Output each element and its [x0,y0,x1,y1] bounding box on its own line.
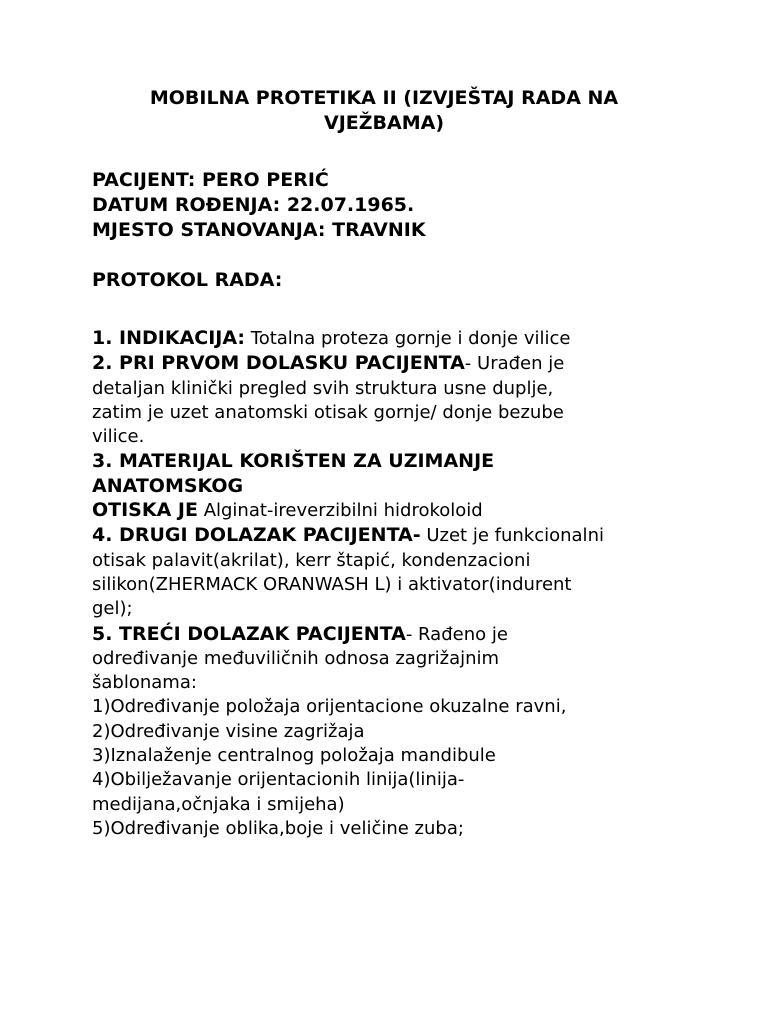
item-text: Totalna proteza gornje i donje vilice [245,328,571,349]
item-text: Alginat-ireverzibilni hidrokoloid [197,500,483,522]
title-line: VJEŽBAMA) [323,112,444,134]
patient-info [92,168,692,243]
item-text: - Urađen je [464,353,565,375]
protocol-item-3-label: ANATOMSKOG [92,474,244,497]
sub-step-4-continued: medijana,očnjaka i smijeha) [92,793,345,815]
item-label: 5. TREĆI DOLAZAK PACIJENTA [92,622,406,645]
title-line: MOBILNA PROTETIKA II (IZVJEŠTAJ RADA NA [149,87,619,109]
item-text: Uzet je funkcionalni [420,525,604,547]
protocol-item-5 [92,622,692,647]
patient-date-of-birth: DATUM ROĐENJA: 22.07.1965. [92,194,415,216]
item-label: 4. DRUGI DOLAZAK PACIJENTA- [92,524,421,547]
protocol-item-1 [92,326,692,351]
item-text-line: šablonama: [92,672,197,694]
protocol-item-2 [92,351,692,376]
protocol-item-4 [92,523,692,548]
item-text-line: gel); [92,598,133,620]
sub-step-1: 1)Određivanje položaja orijentacione okuzalne ravni, [92,696,567,718]
item-text-line: zatim je uzet anatomski otisak gornje/ donje bezube [92,401,564,423]
protocol-item-3 [92,498,692,523]
item-text-line: detaljan klinički pregled svih struktura usne duplje, [92,377,554,399]
protocol-heading: PROTOKOL RADA: [92,269,283,291]
protocol-item-3-label: 3. MATERIJAL KORIŠTEN ZA UZIMANJE [92,450,495,473]
sub-step-4: 4)Obilježavanje orijentacionih linija(linija- [92,769,465,791]
item-label: 1. INDIKACIJA: [92,327,246,349]
item-text-line: vilice. [92,426,145,448]
item-text-line: određivanje međuviličnih odnosa zagrižajnim [92,647,500,669]
sub-step-2: 2)Određivanje visine zagrižaja [92,720,365,742]
patient-residence: MJESTO STANOVANJA: TRAVNIK [92,219,426,241]
sub-step-3: 3)Iznalaženje centralnog položaja mandibule [92,745,496,767]
item-label: 2. PRI PRVOM DOLASKU PACIJENTA [92,352,465,375]
patient-name: PACIJENT: PERO PERIĆ [92,169,329,191]
item-text-line: otisak palavit(akrilat), kerr štapić, kondenzacioni [92,549,531,571]
item-label: OTISKA JE [92,499,198,522]
document-title [100,86,668,136]
item-text-line: silikon(ZHERMACK ORANWASH L) i aktivator(indurent [92,573,572,595]
protocol-body [92,326,692,841]
sub-step-5: 5)Određivanje oblika,boje i veličine zuba; [92,817,464,839]
item-text: - Rađeno je [405,623,508,645]
